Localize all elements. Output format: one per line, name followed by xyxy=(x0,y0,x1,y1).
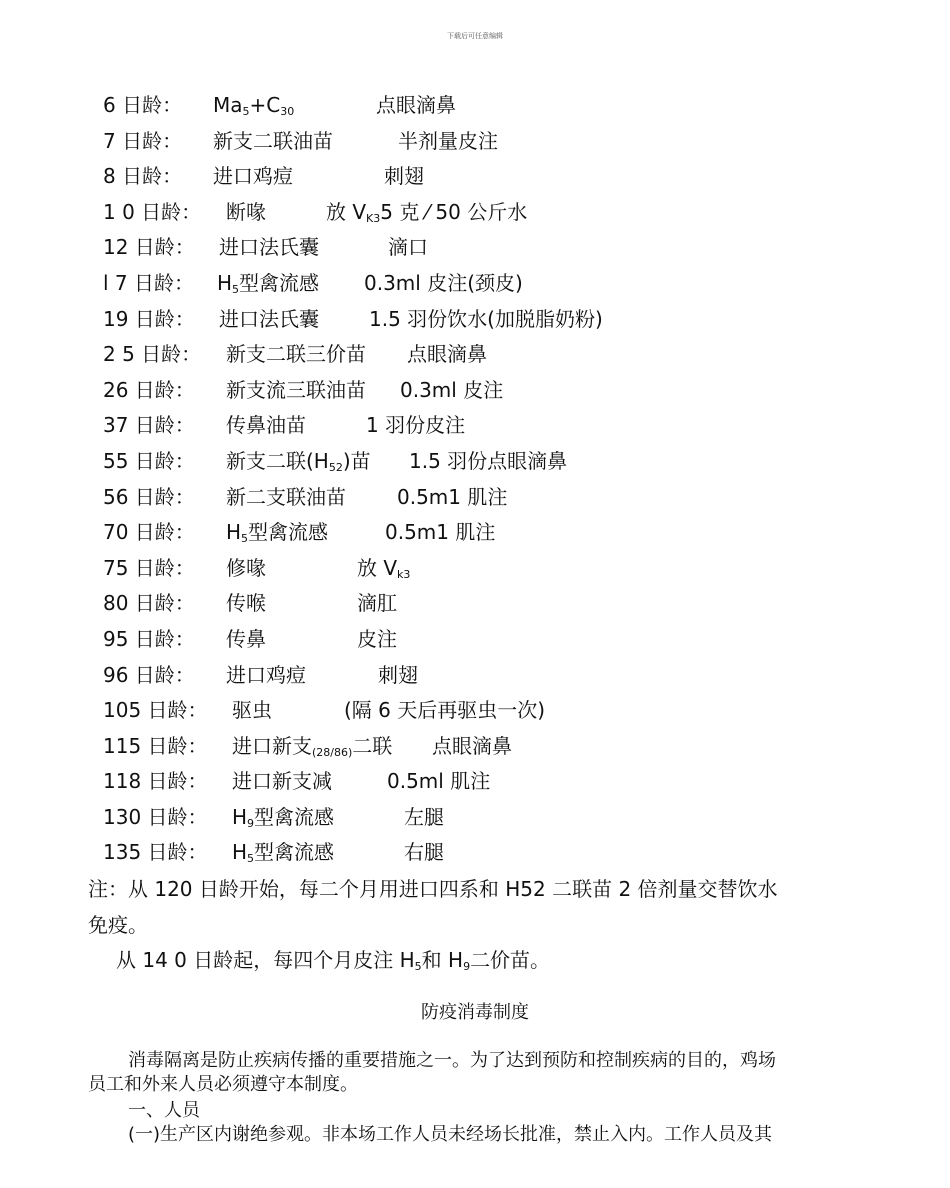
schedule-method: 半剂量皮注 xyxy=(398,128,498,153)
schedule-day: 70 日龄： xyxy=(103,520,195,545)
schedule-method: 点眼滴鼻 xyxy=(432,733,512,758)
schedule-day: 115 日龄： xyxy=(103,733,208,758)
schedule-vaccine: 新支流三联油苗 xyxy=(226,377,366,402)
schedule-method: 0.5m1 肌注 xyxy=(385,520,496,545)
schedule-day: 7 日龄： xyxy=(103,128,183,153)
schedule-method: 0.3ml 皮注(颈皮) xyxy=(364,270,523,295)
schedule-vaccine: 新支二联$(H_{52})$苗 xyxy=(226,448,371,474)
schedule-method: 0.3ml 皮注 xyxy=(400,377,504,402)
schedule-day: 26 日龄： xyxy=(103,377,195,402)
schedule-method: (隔 6 天后再驱虫一次) xyxy=(344,698,546,723)
schedule-method: 放 $V_{k3}$ xyxy=(357,555,411,581)
schedule-vaccine: $Ma_5+C_{30}$ xyxy=(213,93,295,118)
paragraph: (一)生产区内谢绝参观。非本场工作人员未经场长批准，禁止入内。工作人员及其 xyxy=(128,1124,773,1145)
schedule-vaccine: 新支二联三价苗 xyxy=(226,342,366,367)
schedule-vaccine: 进口鸡痘 xyxy=(213,164,293,189)
note-line: 注：从 120 日龄开始，每二个月用进口四系和 H52 二联苗 2 倍剂量交替饮水 xyxy=(88,877,778,901)
schedule-vaccine: 进口法氏囊 xyxy=(219,235,319,260)
schedule-day: 55 日龄： xyxy=(103,448,195,473)
schedule-vaccine: 进口法氏囊 xyxy=(219,306,319,331)
schedule-vaccine: 进口鸡痘 xyxy=(226,662,306,687)
schedule-day: 75 日龄： xyxy=(103,555,195,580)
schedule-method: 右腿 xyxy=(404,840,444,865)
schedule-day: 118 日龄： xyxy=(103,769,208,794)
paragraph: 消毒隔离是防止疾病传播的重要措施之一。为了达到预防和控制疾病的目的，鸡场 xyxy=(128,1050,776,1071)
schedule-day: 105 日龄： xyxy=(103,698,208,723)
note-line: 从 14 0 日龄起，每四个月皮注 $H_5$和 $H_9$二价苗。 xyxy=(116,948,551,973)
schedule-method: 1.5 羽份点眼滴鼻 xyxy=(409,448,568,473)
schedule-method: 0.5ml 肌注 xyxy=(387,769,491,794)
schedule-day: 135 日龄： xyxy=(103,840,208,865)
schedule-method: 0.5m1 肌注 xyxy=(397,484,508,509)
schedule-vaccine: 传鼻 xyxy=(226,626,266,651)
schedule-day: 56 日龄： xyxy=(103,484,195,509)
schedule-vaccine: 新二支联油苗 xyxy=(226,484,346,509)
schedule-vaccine: 传鼻油苗 xyxy=(226,413,306,438)
schedule-vaccine: $H_5$型禽流感 xyxy=(232,840,335,866)
section-heading: 一、人员 xyxy=(128,1100,200,1121)
schedule-method: 左腿 xyxy=(404,804,444,829)
schedule-vaccine: 进口新支减 xyxy=(232,769,332,794)
schedule-day: 2 5 日龄： xyxy=(103,342,202,367)
schedule-day: 37 日龄： xyxy=(103,413,195,438)
schedule-day: 130 日龄： xyxy=(103,804,208,829)
schedule-day: 19 日龄： xyxy=(103,306,195,331)
schedule-day: 6 日龄： xyxy=(103,93,183,117)
schedule-method: 点眼滴鼻 xyxy=(376,93,456,117)
paragraph: 员工和外来人员必须遵守本制度。 xyxy=(88,1074,358,1095)
schedule-vaccine: $H_5$型禽流感 xyxy=(217,270,320,296)
schedule-vaccine: 修喙 xyxy=(226,555,266,580)
schedule-method: 1 羽份皮注 xyxy=(366,413,466,438)
section-title: 防疫消毒制度 xyxy=(421,1002,529,1023)
schedule-day: 1 0 日龄： xyxy=(103,199,202,224)
schedule-method: 放 $V_{K3}5$ 克 ⁄ 50 公斤水 xyxy=(326,199,528,225)
schedule-vaccine: $H_5$型禽流感 xyxy=(226,520,329,546)
note-line: 免疫。 xyxy=(88,913,148,937)
schedule-method: 刺翅 xyxy=(384,164,424,189)
schedule-vaccine: 驱虫 xyxy=(232,698,272,723)
schedule-vaccine: 传喉 xyxy=(226,591,266,616)
schedule-vaccine: 新支二联油苗 xyxy=(213,128,333,153)
page-header: 下载后可任意编辑 xyxy=(447,32,503,40)
schedule-day: l 7 日龄： xyxy=(103,270,194,295)
schedule-day: 12 日龄： xyxy=(103,235,195,260)
schedule-day: 80 日龄： xyxy=(103,591,195,616)
schedule-vaccine: $H_9$型禽流感 xyxy=(232,804,335,830)
schedule-method: 刺翅 xyxy=(378,662,418,687)
schedule-method: 皮注 xyxy=(357,626,397,651)
schedule-day: 8 日龄： xyxy=(103,164,183,189)
schedule-method: 1.5 羽份饮水(加脱脂奶粉) xyxy=(369,306,603,331)
schedule-method: 滴肛 xyxy=(357,591,397,616)
schedule-vaccine: 进口新支$_{(28/86)}$二联 xyxy=(232,733,393,759)
schedule-method: 滴口 xyxy=(388,235,428,260)
schedule-method: 点眼滴鼻 xyxy=(407,342,487,367)
schedule-day: 95 日龄： xyxy=(103,626,195,651)
schedule-vaccine: 断喙 xyxy=(226,199,266,224)
schedule-day: 96 日龄： xyxy=(103,662,195,687)
